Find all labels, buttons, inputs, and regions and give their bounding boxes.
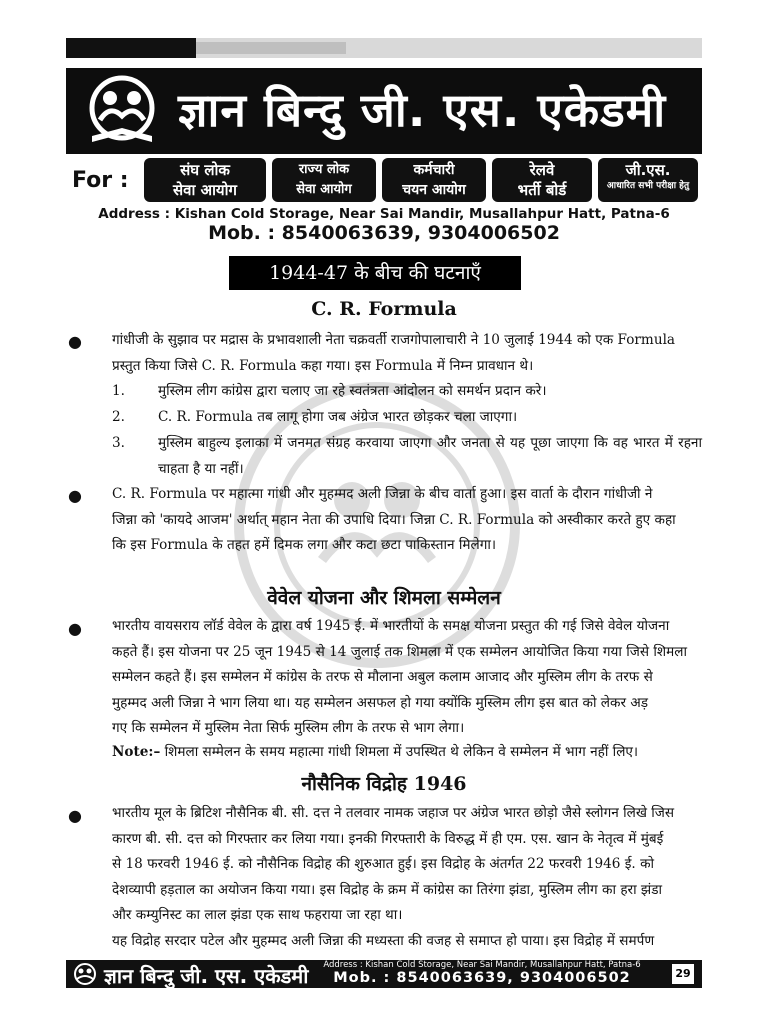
section-heading-naval-mutiny: नौसैनिक विद्रोह 1946 <box>301 773 467 795</box>
exam-box-line1: राज्य लोक <box>298 162 350 177</box>
section-heading-wavell: वेवेल योजना और शिमला सम्मेलन <box>267 587 501 609</box>
text-line: कहते हैं। इस योजना पर 25 जून 1945 से 14 जुलाई तक शिमला में एक सम्मेलन आयोजित किया गया जिसे शिमला <box>112 643 687 660</box>
exam-box-line2: भर्ती बोर्ड <box>517 181 567 199</box>
text-line: भारतीय मूल के ब्रिटिश नौसैनिक बी. सी. दत्त ने तलवार नामक जहाज पर अंग्रेज भारत छोड़ो जैसे स्लोगन लिखे जिस <box>112 805 675 821</box>
footer-academy-name: ज्ञान बिन्दु जी. एस. एकेडमी <box>104 964 309 988</box>
text-line: कारण बी. सी. दत्त को गिरफ्तार कर लिया गया। इनकी गिरफ्तारी के विरुद्ध में ही एम. एस. खान के नेतृत्व में मुंबई <box>112 830 664 847</box>
list-item: C. R. Formula तब लागू होगा जब अंग्रेज भारत छोड़कर चला जाएगा। <box>158 409 518 425</box>
exam-box-psc <box>272 158 376 202</box>
exam-box-ssc <box>382 158 486 202</box>
text-line: मुहम्मद अली जिन्ना ने भाग लिया था। यह सम्मेलन असफल हो गया क्योंकि मुस्लिम लीग इस बात को लेकर अड़ <box>112 694 648 711</box>
text-line: से 18 फरवरी 1946 ई. को नौसैनिक विद्रोह की शुरुआत हुई। इस विद्रोह के अंतर्गत 22 फरवरी 1946 ई. को <box>112 856 655 872</box>
text-line: भारतीय वायसराय लॉर्ड वेवेल के द्वारा वर्ष 1945 ई. में भारतीयों के समक्ष योजना प्रस्तुत की गई जिसे वेवेल योजना <box>112 618 670 634</box>
header-mobile: Mob. : 8540063639, 9304006502 <box>208 222 560 244</box>
exam-box-line2: सेवा आयोग <box>296 182 352 197</box>
exam-box-railway <box>492 158 592 202</box>
list-item: मुस्लिम बाहुल्य इलाका में जनमत संग्रह करवाया जाएगा और जनता से यह पूछा जाएगा कि वह भारत में रहना चाहता है या नहीं। <box>158 435 702 477</box>
note-text: शिमला सम्मेलन के समय महात्मा गांधी शिमला में उपस्थित थे लेकिन वे सम्मेलन में भाग नहीं लिए। <box>164 744 639 760</box>
bullet-icon: ● <box>68 806 82 825</box>
exam-box-line2: सेवा आयोग <box>173 181 237 199</box>
bullet-icon: ● <box>68 332 82 351</box>
exam-box-line2: चयन आयोग <box>402 182 466 198</box>
academy-name: ज्ञान बिन्दु जी. एस. एकेडमी <box>178 83 667 137</box>
bullet-icon: ● <box>68 619 82 638</box>
footer-logo-icon <box>70 962 100 986</box>
exam-box-line2: आधारित सभी परीक्षा हेतु <box>606 181 690 191</box>
exam-box-upsc <box>144 158 266 202</box>
footer-mobile: Mob. : 8540063639, 9304006502 <box>333 970 631 986</box>
cr-formula-intro <box>112 328 702 379</box>
wavell-note <box>112 740 702 766</box>
exam-category-row <box>66 158 702 206</box>
exam-box-line1: संघ लोक <box>180 161 230 179</box>
bullet-icon: ● <box>68 486 82 505</box>
text-line: C. R. Formula पर महात्मा गांधी और मुहम्मद अली जिन्ना के बीच वार्ता हुआ। इस वार्ता के दौरान गांधीजी ने <box>112 486 653 502</box>
text-line: गांधीजी के सुझाव पर मद्रास के प्रभावशाली नेता चक्रवर्ती राजगोपालाचारी ने 10 जुलाई 1944 को एक Formula <box>112 332 676 348</box>
text-line: प्रस्तुत किया जिसे C. R. Formula कहा गया। इस Formula में निम्न प्रावधान थे। <box>112 357 534 374</box>
footer-address: Address : Kishan Cold Storage, Near Sai Mandir, Musallahpur Hatt, Patna-6 <box>323 960 641 970</box>
top-decor-bar <box>66 38 702 58</box>
top-decor-light <box>196 42 346 54</box>
exam-box-line1: रेलवे <box>529 161 555 179</box>
list-number: 3. <box>112 435 125 451</box>
text-line: और कम्युनिस्ट का लाल झंडा एक साथ फहराया जा रहा था। <box>112 907 403 923</box>
exam-box-gs <box>598 158 698 202</box>
text-line: देशव्यापी हड़ताल का अयोजन किया गया। इस विद्रोह के क्रम में कांग्रेस का तिरंगा झंडा, मुस्लिम लीग का हरा झंडा <box>112 881 663 898</box>
exam-box-line1: कर्मचारी <box>413 162 455 178</box>
text-line: यह विद्रोह सरदार पटेल और मुहम्मद अली जिन्ना की मध्यस्ता की वजह से समाप्त हो पाया। इस विद्रोह में समर्पण <box>112 932 655 949</box>
academy-logo-icon <box>78 74 166 148</box>
page-number: 29 <box>672 964 694 984</box>
header-banner <box>66 68 702 154</box>
for-label: For : <box>72 168 129 193</box>
exam-box-line1: जी.एस. <box>625 161 671 179</box>
wavell-paragraph <box>112 614 702 742</box>
naval-paragraph <box>112 801 702 954</box>
text-line: सम्मेलन कहते हैं। इस सम्मेलन में कांग्रेस के तरफ से मौलाना अबुल कलाम आजाद और मुस्लिम लीग के तरफ से <box>112 669 653 685</box>
cr-formula-talks <box>112 482 702 559</box>
list-item: मुस्लिम लीग कांग्रेस द्वारा चलाए जा रहे स्वतंत्रता आंदोलन को समर्थन प्रदान करे। <box>158 383 547 399</box>
list-number: 2. <box>112 409 125 425</box>
list-number: 1. <box>112 383 125 399</box>
page-footer <box>66 960 702 988</box>
text-line: जिन्ना को 'कायदे आजम' अर्थात् महान नेता की उपाधि दिया। जिन्ना C. R. Formula को अस्वीकार करते हुए कहा <box>112 511 676 528</box>
text-line: कि इस Formula के तहत हमें दिमक लगा और कटा छटा पाकिस्तान मिलेगा। <box>112 537 497 553</box>
section-heading-cr-formula: C. R. Formula <box>311 298 457 320</box>
header-address: Address : Kishan Cold Storage, Near Sai Mandir, Musallahpur Hatt, Patna-6 <box>98 206 670 222</box>
note-label: Note:– <box>112 744 161 760</box>
text-line: गए कि सम्मेलन में मुस्लिम नेता सिर्फ मुस्लिम लीग के तरफ से भाग लेगा। <box>112 720 465 736</box>
top-decor-dark <box>66 38 196 58</box>
page-title: 1944-47 के बीच की घटनाएँ <box>229 256 521 290</box>
